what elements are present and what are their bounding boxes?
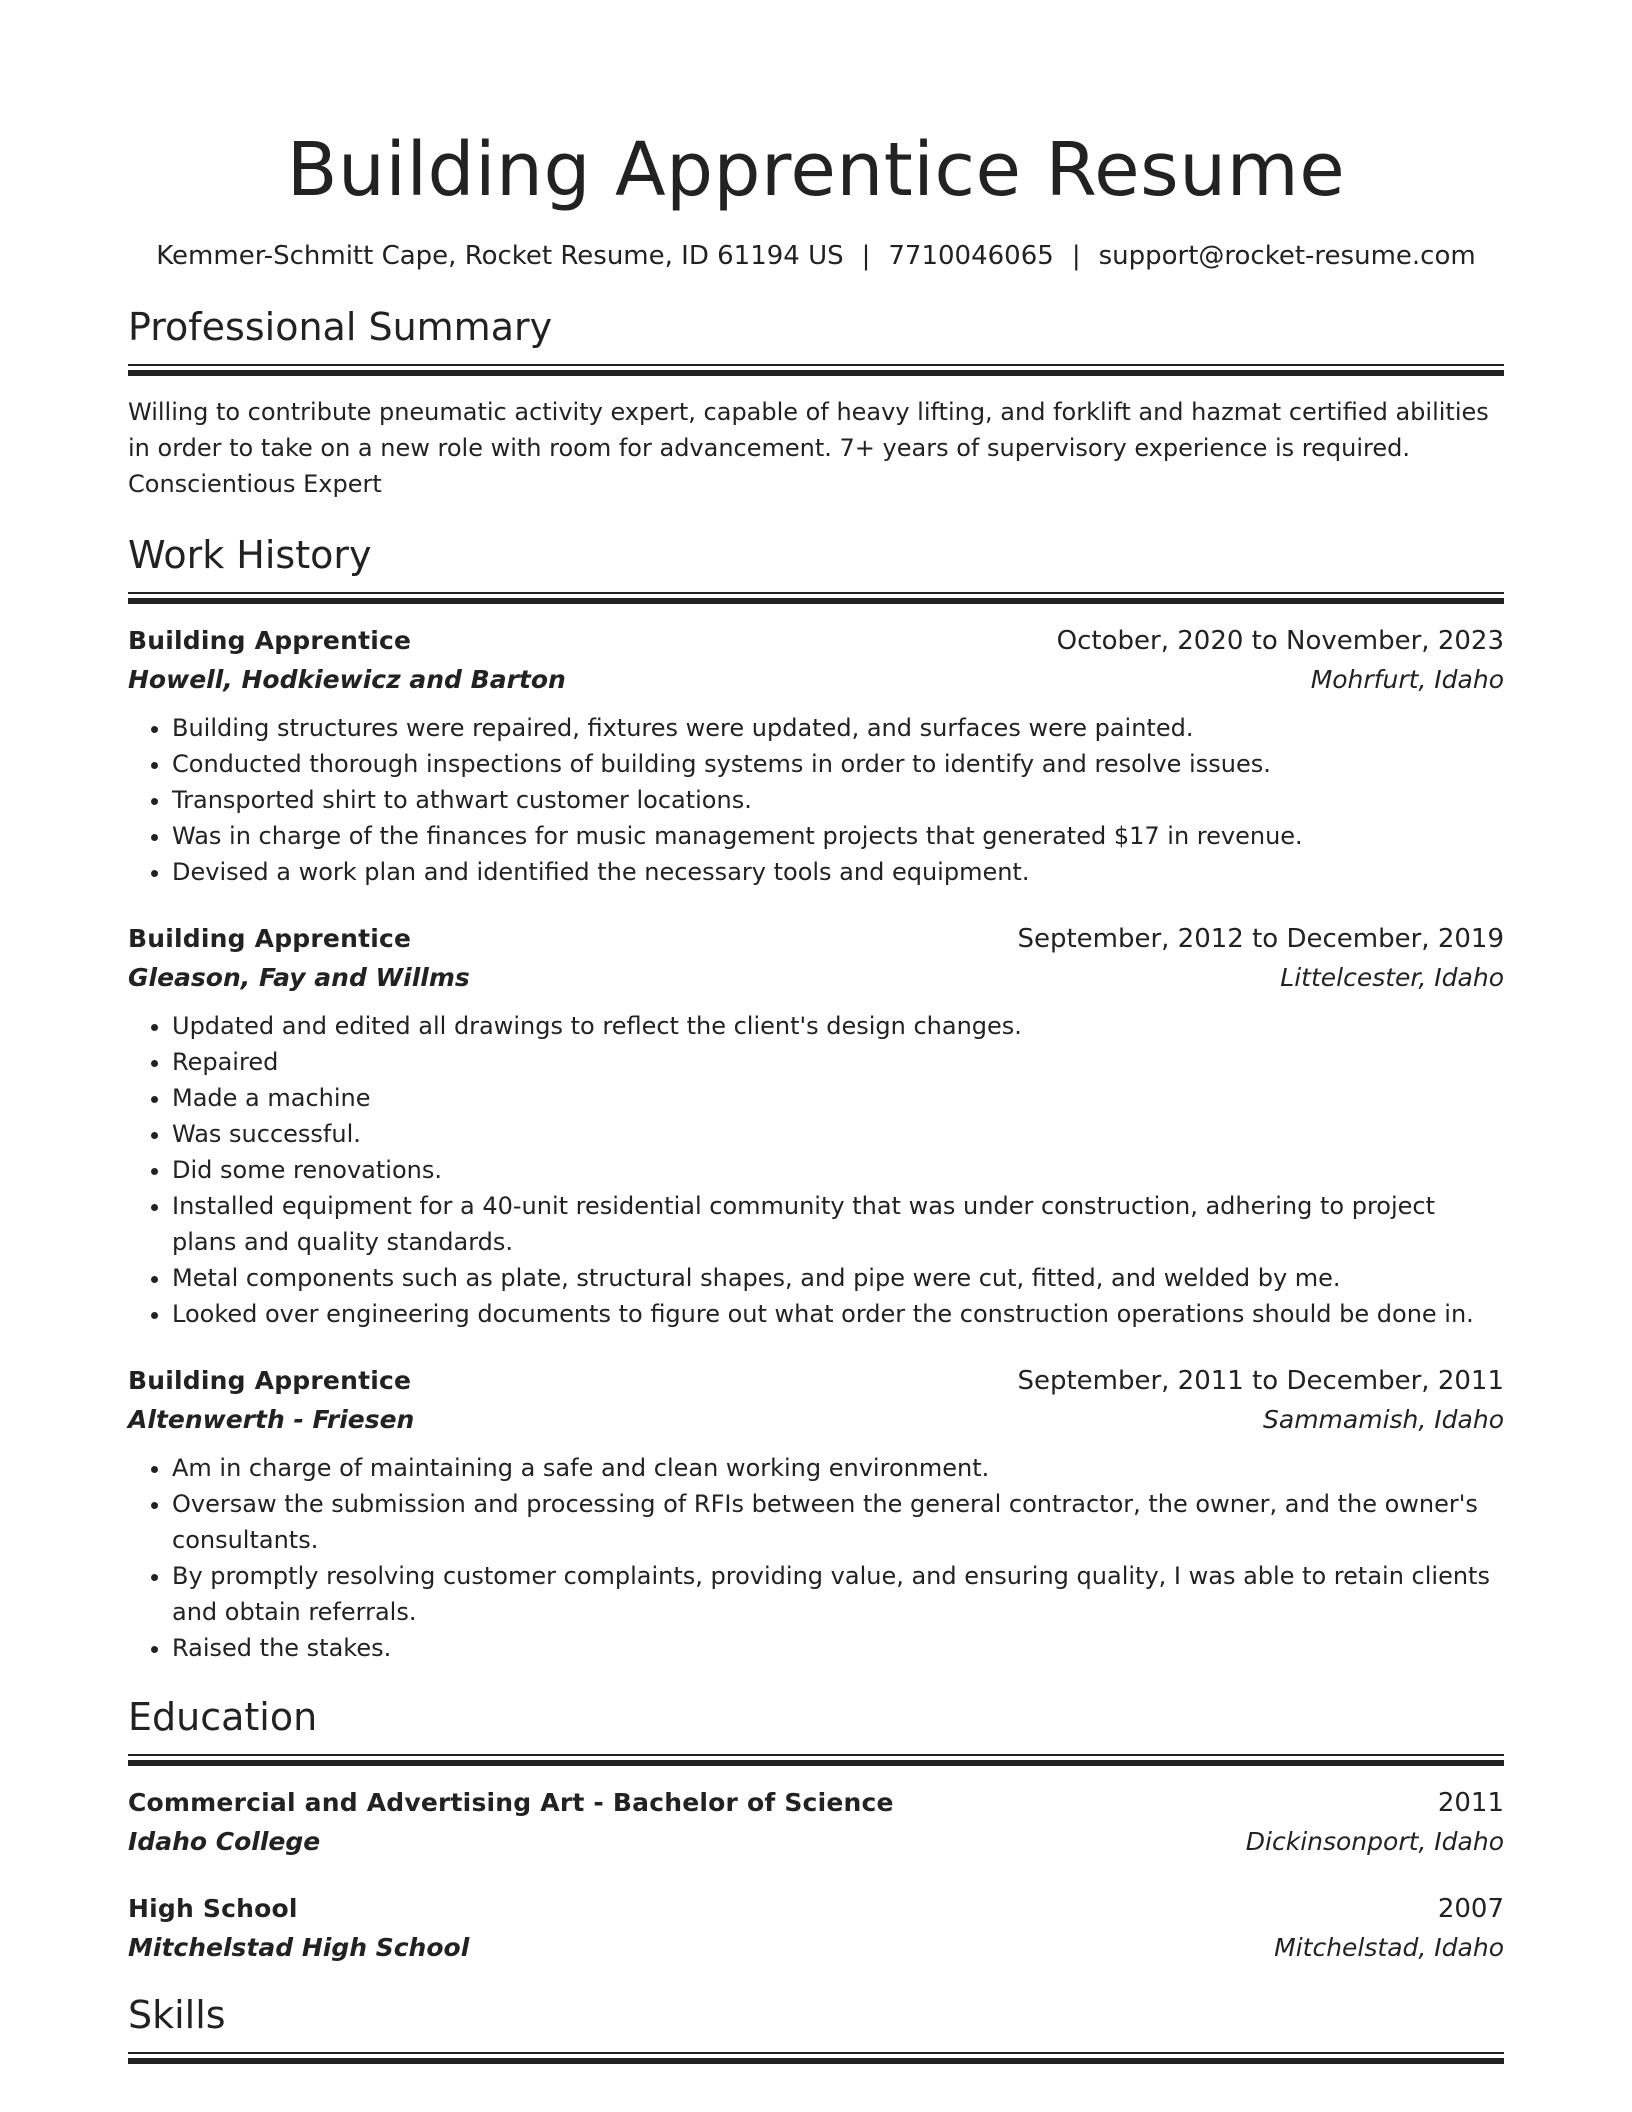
page-title: Building Apprentice Resume (286, 127, 1346, 213)
degree: Commercial and Advertising Art - Bachelor of Science (128, 1788, 894, 1817)
contact-address: Kemmer-Schmitt Cape, Rocket Resume, ID 61194 US (156, 241, 844, 271)
graduation-year: 2011 (1437, 1788, 1504, 1818)
work-history-section (128, 530, 1504, 1666)
job-title: Building Apprentice (128, 924, 412, 953)
education-entry (128, 1784, 1504, 1862)
contact-email: support@rocket-resume.com (1098, 241, 1476, 271)
job-entry (128, 622, 1504, 890)
list-item: • Made a machine (172, 1080, 1504, 1116)
job-bullets (128, 1450, 1504, 1666)
school-location: Mitchelstad, Idaho (1274, 1933, 1504, 1962)
contact-line (128, 238, 1504, 274)
list-item: • Oversaw the submission and processing of RFIs between the general contractor, the owner, and the owner's consultants. (172, 1486, 1504, 1558)
section-heading: Work History (128, 533, 372, 577)
job-company: Gleason, Fay and Willms (128, 963, 470, 992)
list-item: • Metal components such as plate, structural shapes, and pipe were cut, fitted, and welded by me. (172, 1260, 1504, 1296)
contact-phone: 7710046065 (888, 241, 1054, 271)
section-heading: Professional Summary (128, 305, 553, 349)
list-item: • Updated and edited all drawings to reflect the client's design changes. (172, 1008, 1504, 1044)
degree: High School (128, 1894, 298, 1923)
education-entry (128, 1890, 1504, 1968)
job-company: Altenwerth - Friesen (128, 1405, 415, 1434)
section-divider (128, 1754, 1504, 1766)
job-title: Building Apprentice (128, 1366, 412, 1395)
job-location: Sammamish, Idaho (1263, 1405, 1504, 1434)
list-item: • Repaired (172, 1044, 1504, 1080)
job-title: Building Apprentice (128, 626, 412, 655)
section-divider (128, 364, 1504, 376)
contact-separator: | (1071, 241, 1081, 271)
summary-section (128, 302, 1504, 502)
contact-separator: | (861, 241, 871, 271)
graduation-year: 2007 (1437, 1894, 1504, 1924)
job-company: Howell, Hodkiewicz and Barton (128, 665, 566, 694)
job-entry (128, 920, 1504, 1332)
job-entry (128, 1362, 1504, 1666)
job-bullets (128, 1008, 1504, 1332)
job-dates: October, 2020 to November, 2023 (1056, 626, 1504, 656)
list-item: • Transported shirt to athwart customer locations. (172, 782, 1504, 818)
resume-page (128, 120, 1504, 2064)
job-location: Littelcester, Idaho (1280, 963, 1504, 992)
job-dates: September, 2011 to December, 2011 (1017, 1366, 1504, 1396)
job-bullets (128, 710, 1504, 890)
school-name: Mitchelstad High School (128, 1933, 470, 1962)
list-item: • Did some renovations. (172, 1152, 1504, 1188)
section-heading: Education (128, 1695, 318, 1739)
education-section (128, 1692, 1504, 1968)
list-item: • Was successful. (172, 1116, 1504, 1152)
school-name: Idaho College (128, 1827, 321, 1856)
list-item: • Building structures were repaired, fixtures were updated, and surfaces were painted. (172, 710, 1504, 746)
list-item: • Raised the stakes. (172, 1630, 1504, 1666)
list-item: • Am in charge of maintaining a safe and clean working environment. (172, 1450, 1504, 1486)
section-heading: Skills (128, 1993, 226, 2037)
list-item: • Conducted thorough inspections of building systems in order to identify and resolve issues. (172, 746, 1504, 782)
summary-text: Willing to contribute pneumatic activity expert, capable of heavy lifting, and forklift and hazmat certified abilities in order to take on a new role with room for advancement. 7+ years of supervisory experience is required. Conscientious Expert (128, 398, 1489, 498)
list-item: • Looked over engineering documents to figure out what order the construction operations should be done in. (172, 1296, 1504, 1332)
section-divider (128, 592, 1504, 604)
list-item: • By promptly resolving customer complaints, providing value, and ensuring quality, I was able to retain clients and obtain referrals. (172, 1558, 1504, 1630)
school-location: Dickinsonport, Idaho (1245, 1827, 1504, 1856)
list-item: • Devised a work plan and identified the necessary tools and equipment. (172, 854, 1504, 890)
skills-section (128, 1990, 1504, 2064)
section-divider (128, 2052, 1504, 2064)
list-item: • Was in charge of the finances for music management projects that generated $17 in revenue. (172, 818, 1504, 854)
list-item: • Installed equipment for a 40-unit residential community that was under construction, adhering to project plans and quality standards. (172, 1188, 1504, 1260)
job-dates: September, 2012 to December, 2019 (1017, 924, 1504, 954)
job-location: Mohrfurt, Idaho (1310, 665, 1504, 694)
